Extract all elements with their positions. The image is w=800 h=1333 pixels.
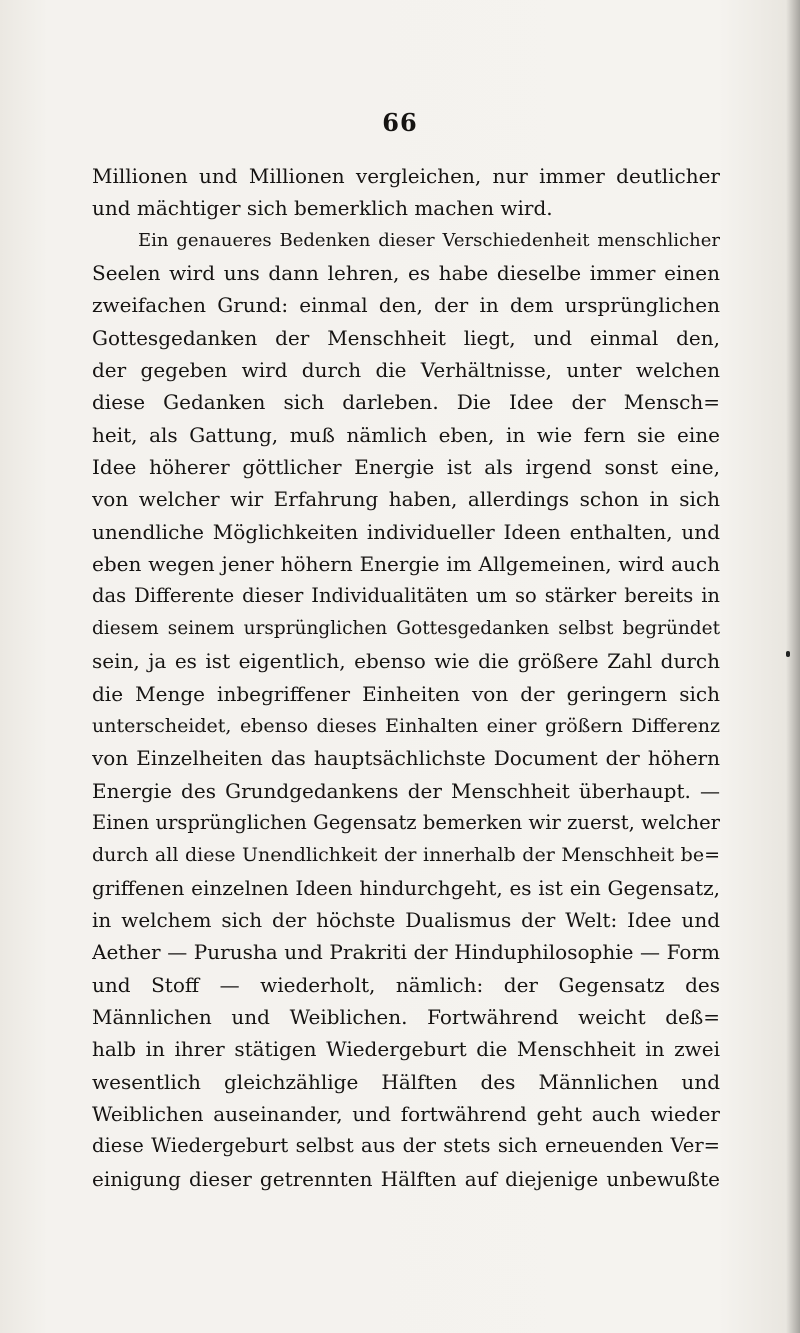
text-line: der gegeben wird durch die Verhältnisse, unter welchen [92,358,720,383]
text-line: diese Wiedergeburt selbst aus der stets sich erneuenden Ver= [92,1134,720,1158]
text-line: Energie des Grundgedankens der Menschheit überhaupt. — [92,778,720,803]
text-line: die Menge inbegriffener Einheiten von der geringern sich [92,681,720,706]
text-line: Weiblichen auseinander, und fortwährend geht auch wieder [92,1101,720,1126]
text-line: Millionen und Millionen vergleichen, nur immer deutlicher [92,164,720,188]
text-line: griffenen einzelnen Ideen hindurchgeht, es ist ein Gegensatz, [92,875,720,900]
text-line: und Stoff — wiederholt, nämlich: der Gegensatz des [92,972,720,997]
ink-speck [786,651,790,657]
text-line: unendliche Möglichkeiten individueller Ideen enthalten, und [92,519,720,544]
text-line: von welcher wir Erfahrung haben, allerdings schon in sich [92,487,720,512]
text-line: sein, ja es ist eigentlich, ebenso wie die größere Zahl durch [92,649,720,674]
text-line: Ein genaueres Bedenken dieser Verschiedenheit menschlicher [138,229,720,251]
text-line: unterscheidet, ebenso dieses Einhalten einer größern Differenz [92,714,720,737]
text-line: Gottesgedanken der Menschheit liegt, und einmal den, [92,325,720,350]
text-line: heit, als Gattung, muß nämlich eben, in wie fern sie eine [92,422,720,447]
text-line: Idee höherer göttlicher Energie ist als irgend sonst eine, [92,455,720,480]
text-line: von Einzelheiten das hauptsächlichste Document der höhern [92,746,720,771]
page-number: 66 [382,108,418,137]
text-line: Männlichen und Weiblichen. Fortwährend weicht deß= [92,1004,720,1029]
text-line: diese Gedanken sich darleben. Die Idee der Mensch= [92,390,720,415]
text-line: in welchem sich der höchste Dualismus der Welt: Idee und [92,907,720,932]
text-line: zweifachen Grund: einmal den, der in dem ursprünglichen [92,293,720,318]
text-line: halb in ihrer stätigen Wiedergeburt die Menschheit in zwei [92,1037,720,1062]
text-line: Einen ursprünglichen Gegensatz bemerken wir zuerst, welcher [92,810,720,834]
text-line: einigung dieser getrennten Hälften auf diejenige unbewußte [92,1166,720,1191]
page-edge-shadow [786,0,800,1333]
text-line: Seelen wird uns dann lehren, es habe dieselbe immer einen [92,261,720,286]
text-line: Aether — Purusha und Prakriti der Hinduphilosophie — Form [92,940,720,965]
text-line: eben wegen jener höhern Energie im Allgemeinen, wird auch [92,552,720,577]
text-line: das Differente dieser Individualitäten um so stärker bereits in [92,584,720,608]
text-line: wesentlich gleichzählige Hälften des Männlichen und [92,1069,720,1094]
text-line: diesem seinem ursprünglichen Gottesgedanken selbst begründet [92,617,720,639]
text-line: durch all diese Unendlichkeit der innerhalb der Menschheit be= [92,844,720,867]
text-line: und mächtiger sich bemerklich machen wird. [92,196,553,221]
body-text [92,160,720,1195]
